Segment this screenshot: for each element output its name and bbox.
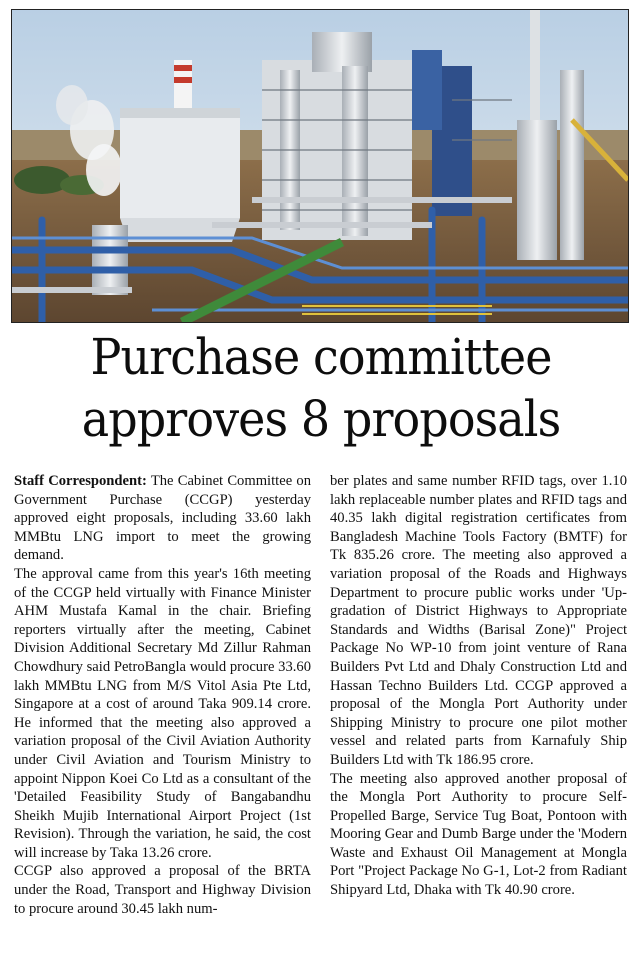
article-paragraph: CCGP also approved a proposal of the BRTA under the Road, Transport and Highway Division to procure around 30.45 lakh num- [14, 863, 311, 917]
article-right-column [330, 472, 627, 900]
article-paragraph [14, 472, 311, 565]
byline: Staff Correspondent: [14, 473, 147, 489]
article-paragraph: The approval came from this year's 16th meeting of the CCGP held virtually with Finance Minister AHM Mustafa Kamal in the chair. Briefing reporters virtually after the meeting, Cabinet Division Additional Secretary Md Zillur Rahman Chowdhury said PetroBangla would procure 33.60 lakh MMBtu LNG from M/S Vitol Asia Pte Ltd, Singapore at a cost of around Taka 909.14 crore. He informed that the meeting also approved a variation proposal of the Civil Aviation Authority under Civil Aviation and Tourism Ministry to appoint Nippon Koei Co Ltd as a consultant of the 'Detailed Feasibility Study of Bangabandhu Sheikh Mujib International Airport Project (1st Revision). Through the variation, he said, the cost will increase by Taka 13.26 crore. [14, 565, 311, 861]
plant-illustration [12, 10, 628, 322]
article-paragraph: The meeting also approved another proposal of the Mongla Port Authority to procure Self-Propelled Barge, Service Tug Boat, Pontoon with Mooring Gear and Dumb Barge under the 'Modern Waste and Exhaust Oil Management at Mongla Port "Project Package No G-1, Lot-2 from Radiant Shipyard Ltd, Dhaka with Tk 40.90 crore. [330, 770, 627, 899]
headline-line-1: Purchase committee [90, 328, 552, 386]
article-paragraph: ber plates and same number RFID tags, over 1.10 lakh replaceable number plates and RFID tags and 40.35 lakh digital registration certificates from Bangladesh Machine Tools Factory (BMTF) for Tk 835.26 crore. The meeting also approved a variation proposal of the Roads and Highways Department to procure public works under 'Up-gradation of District Highways to Appropriate Standards and Widths (Barisal Zone)" Project Package No WP-10 from joint venture of Rana Builders Pvt Ltd and Dhaly Construction Ltd and Hassan Techno Builders Ltd. CCGP approved a proposal of the Mongla Port Authority under Shipping Ministry to procure one pilot mother vessel and related parts from Karnafuly Ship Builders Ltd with Tk 186.95 crore. [330, 473, 627, 768]
headline [26, 326, 617, 450]
lng-plant-photo [11, 9, 629, 323]
headline-line-2: approves 8 proposals [81, 390, 561, 448]
article-left-column [14, 472, 311, 918]
lead-text: The Cabinet Committee on Government Purchase (CCGP) yesterday approved eight proposals, including 33.60 lakh MMBtu LNG import to meet the growing demand. [14, 473, 311, 564]
